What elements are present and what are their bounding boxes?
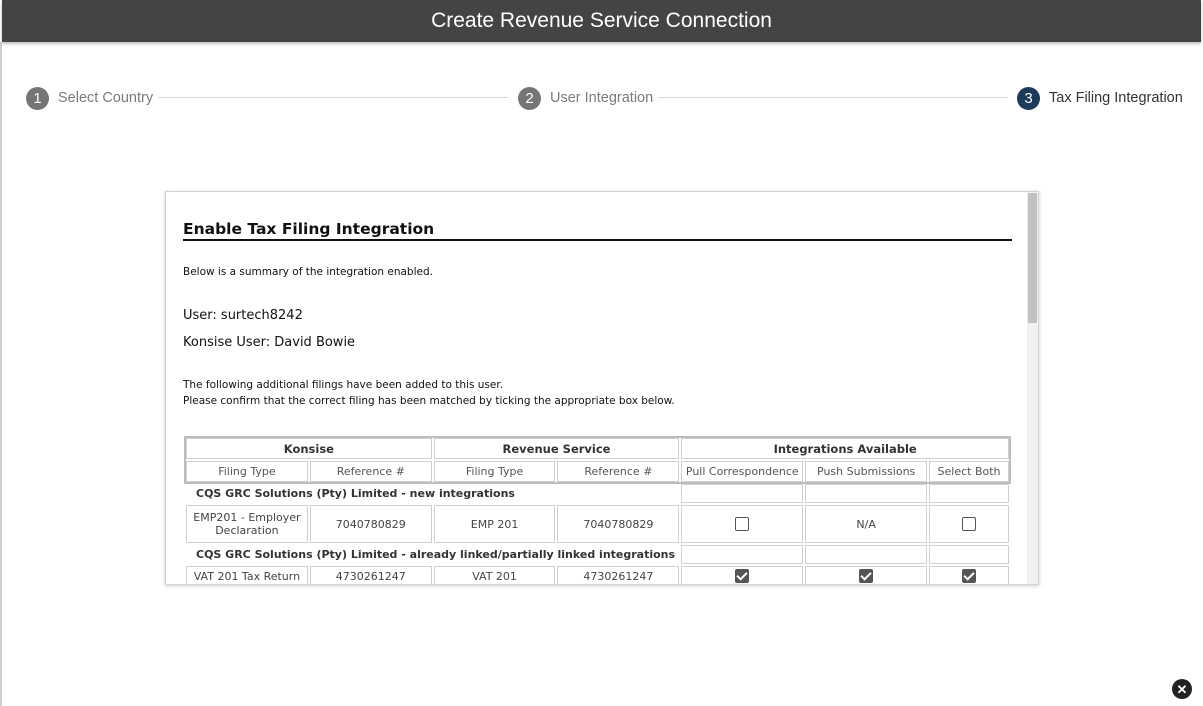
- user-line: User: surtech8242: [183, 308, 303, 323]
- group-label: CQS GRC Solutions (Pty) Limited - new integrations: [196, 487, 515, 500]
- stepper: [0, 0, 1203, 130]
- additional-filings-text: The following additional filings have been added to this user.: [183, 379, 504, 391]
- konsise-user-line: Konsise User: David Bowie: [183, 335, 356, 350]
- dialog-title: Create Revenue Service Connection: [431, 9, 772, 32]
- empty-cell: [805, 484, 927, 503]
- step-label: Select Country: [58, 90, 154, 106]
- table-row: [186, 505, 1009, 543]
- table-row: [186, 566, 1009, 585]
- panel-title: Enable Tax Filing Integration: [183, 220, 1012, 241]
- col-select-both: Select Both: [929, 461, 1009, 482]
- step-number: 2: [518, 87, 541, 110]
- header-konsise: Konsise: [186, 438, 432, 459]
- filings-table: [184, 436, 1011, 585]
- group-row: [186, 484, 1009, 503]
- push-submissions-cell: N/A: [805, 505, 927, 543]
- pull-correspondence-cell: [681, 566, 803, 585]
- step-select-country[interactable]: [26, 86, 153, 110]
- revenue-filing-type: VAT 201: [434, 566, 556, 585]
- tax-filing-panel: [165, 191, 1039, 585]
- pull-correspondence-checkbox[interactable]: [735, 517, 749, 531]
- pull-correspondence-cell: [681, 505, 803, 543]
- revenue-reference: 7040780829: [557, 505, 679, 543]
- window-edge: [0, 42, 2, 706]
- col-revenue-reference: Reference #: [557, 461, 679, 482]
- step-label: Tax Filing Integration: [1049, 90, 1183, 106]
- col-push-submissions: Push Submissions: [805, 461, 927, 482]
- step-number: 1: [26, 87, 49, 110]
- step-connector: [158, 97, 508, 98]
- push-submissions-checkbox[interactable]: [859, 569, 873, 583]
- col-konsise-reference: Reference #: [310, 461, 432, 482]
- empty-cell: [929, 545, 1009, 564]
- step-user-integration[interactable]: [518, 86, 653, 110]
- push-submissions-cell: [805, 566, 927, 585]
- step-tax-filing-integration[interactable]: [1017, 86, 1183, 110]
- pull-correspondence-checkbox[interactable]: [735, 569, 749, 583]
- col-konsise-filing-type: Filing Type: [186, 461, 308, 482]
- select-both-checkbox[interactable]: [962, 569, 976, 583]
- scrollbar-thumb[interactable]: [1028, 193, 1037, 323]
- step-number: 3: [1017, 87, 1040, 110]
- empty-cell: [929, 484, 1009, 503]
- konsise-filing-type: VAT 201 Tax Return: [186, 566, 308, 585]
- konsise-filing-type: EMP201 - Employer Declaration: [186, 505, 308, 543]
- header-integrations-available: Integrations Available: [681, 438, 1009, 459]
- group-row: [186, 545, 1009, 564]
- summary-text: Below is a summary of the integration enabled.: [183, 266, 433, 278]
- close-icon[interactable]: ✕: [1172, 679, 1192, 699]
- konsise-reference: 4730261247: [310, 566, 432, 585]
- revenue-reference: 4730261247: [557, 566, 679, 585]
- empty-cell: [681, 484, 803, 503]
- empty-cell: [805, 545, 927, 564]
- konsise-reference: 7040780829: [310, 505, 432, 543]
- revenue-filing-type: EMP 201: [434, 505, 556, 543]
- col-pull-correspondence: Pull Correspondence: [681, 461, 803, 482]
- select-both-checkbox[interactable]: [962, 517, 976, 531]
- step-label: User Integration: [550, 90, 654, 106]
- select-both-cell: [929, 505, 1009, 543]
- empty-cell: [681, 545, 803, 564]
- confirm-text: Please confirm that the correct filing has been matched by ticking the appropriate box below.: [183, 395, 675, 407]
- group-label: CQS GRC Solutions (Pty) Limited - already linked/partially linked integrations: [196, 548, 676, 561]
- header-revenue-service: Revenue Service: [434, 438, 680, 459]
- step-connector: [658, 97, 1008, 98]
- col-revenue-filing-type: Filing Type: [434, 461, 556, 482]
- select-both-cell: [929, 566, 1009, 585]
- panel-scrollbar[interactable]: [1027, 192, 1038, 584]
